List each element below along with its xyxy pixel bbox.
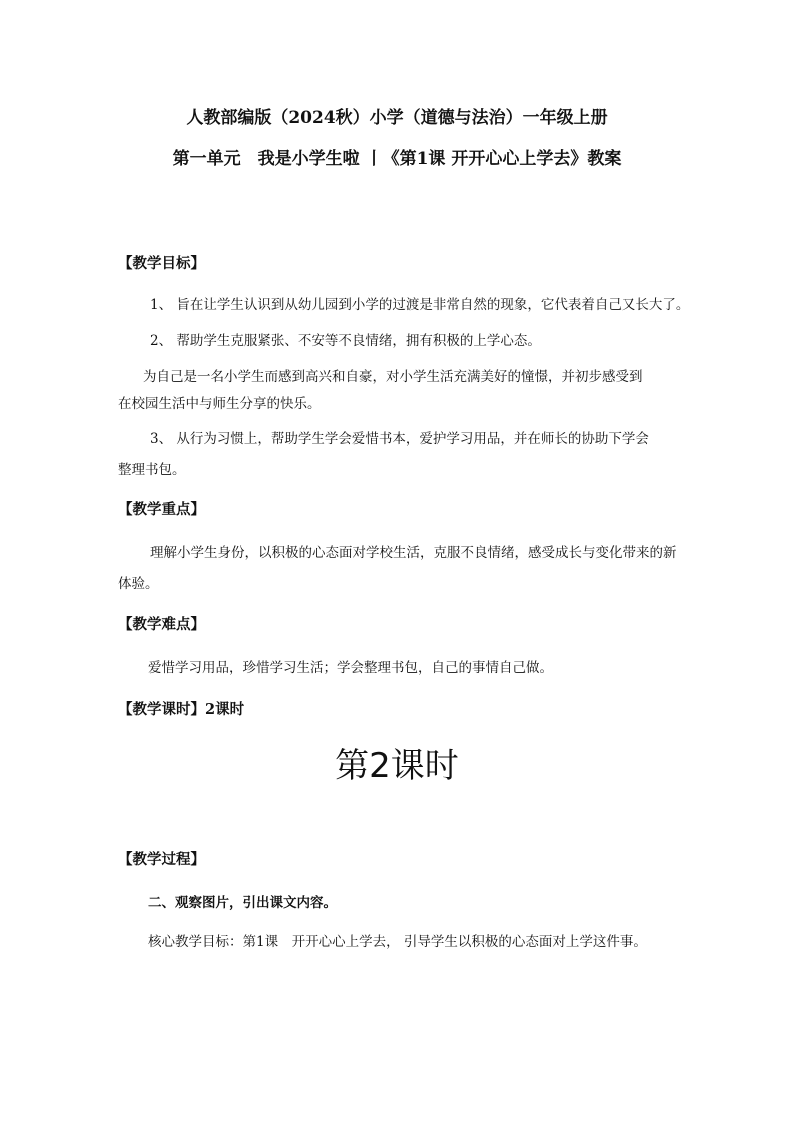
key-points-heading: 【教学重点】 [118,501,205,518]
goals-heading: 【教学目标】 [118,255,205,272]
goal-item-2b-line1: 为自己是一名小学生而感到高兴和自豪，对小学生活充满美好的憧憬，并初步感受到 [143,369,643,385]
difficulties-heading: 【教学难点】 [118,616,205,633]
periods-heading: 【教学课时】2课时 [118,701,245,718]
goal-item-3-line2: 整理书包。 [118,462,186,478]
session-title: 第2课时 [335,746,459,786]
document-title-line2: 第一单元 我是小学生啦 丨《第1课 开开心心上学去》教案 [172,149,622,169]
key-points-line1: 理解小学生身份，以积极的心态面对学校生活，克服不良情绪，感受成长与变化带来的新 [150,545,677,561]
goal-item-3-line1: 3、 从行为习惯上，帮助学生学会爱惜书本，爱护学习用品，并在师长的协助下学会 [150,431,649,447]
goal-item-1: 1、 旨在让学生认识到从幼儿园到小学的过渡是非常自然的现象，它代表着自己又长大了。 [150,297,690,313]
process-core-goal: 核心教学目标：第1课 开开心心上学去， 引导学生以积极的心态面对上学这件事。 [148,934,647,950]
difficulties-line1: 爱惜学习用品，珍惜学习生活；学会整理书包，自己的事情自己做。 [148,660,553,676]
process-heading: 【教学过程】 [118,851,205,868]
goal-item-2: 2、 帮助学生克服紧张、不安等不良情绪，拥有积极的上学心态。 [150,333,541,349]
key-points-line2: 体验。 [118,576,159,592]
process-step-2: 二、观察图片，引出课文内容。 [148,895,337,911]
goal-item-2b-line2: 在校园生活中与师生分享的快乐。 [118,396,321,412]
document-title-line1: 人教部编版（2024秋）小学（道德与法治）一年级上册 [186,108,608,128]
